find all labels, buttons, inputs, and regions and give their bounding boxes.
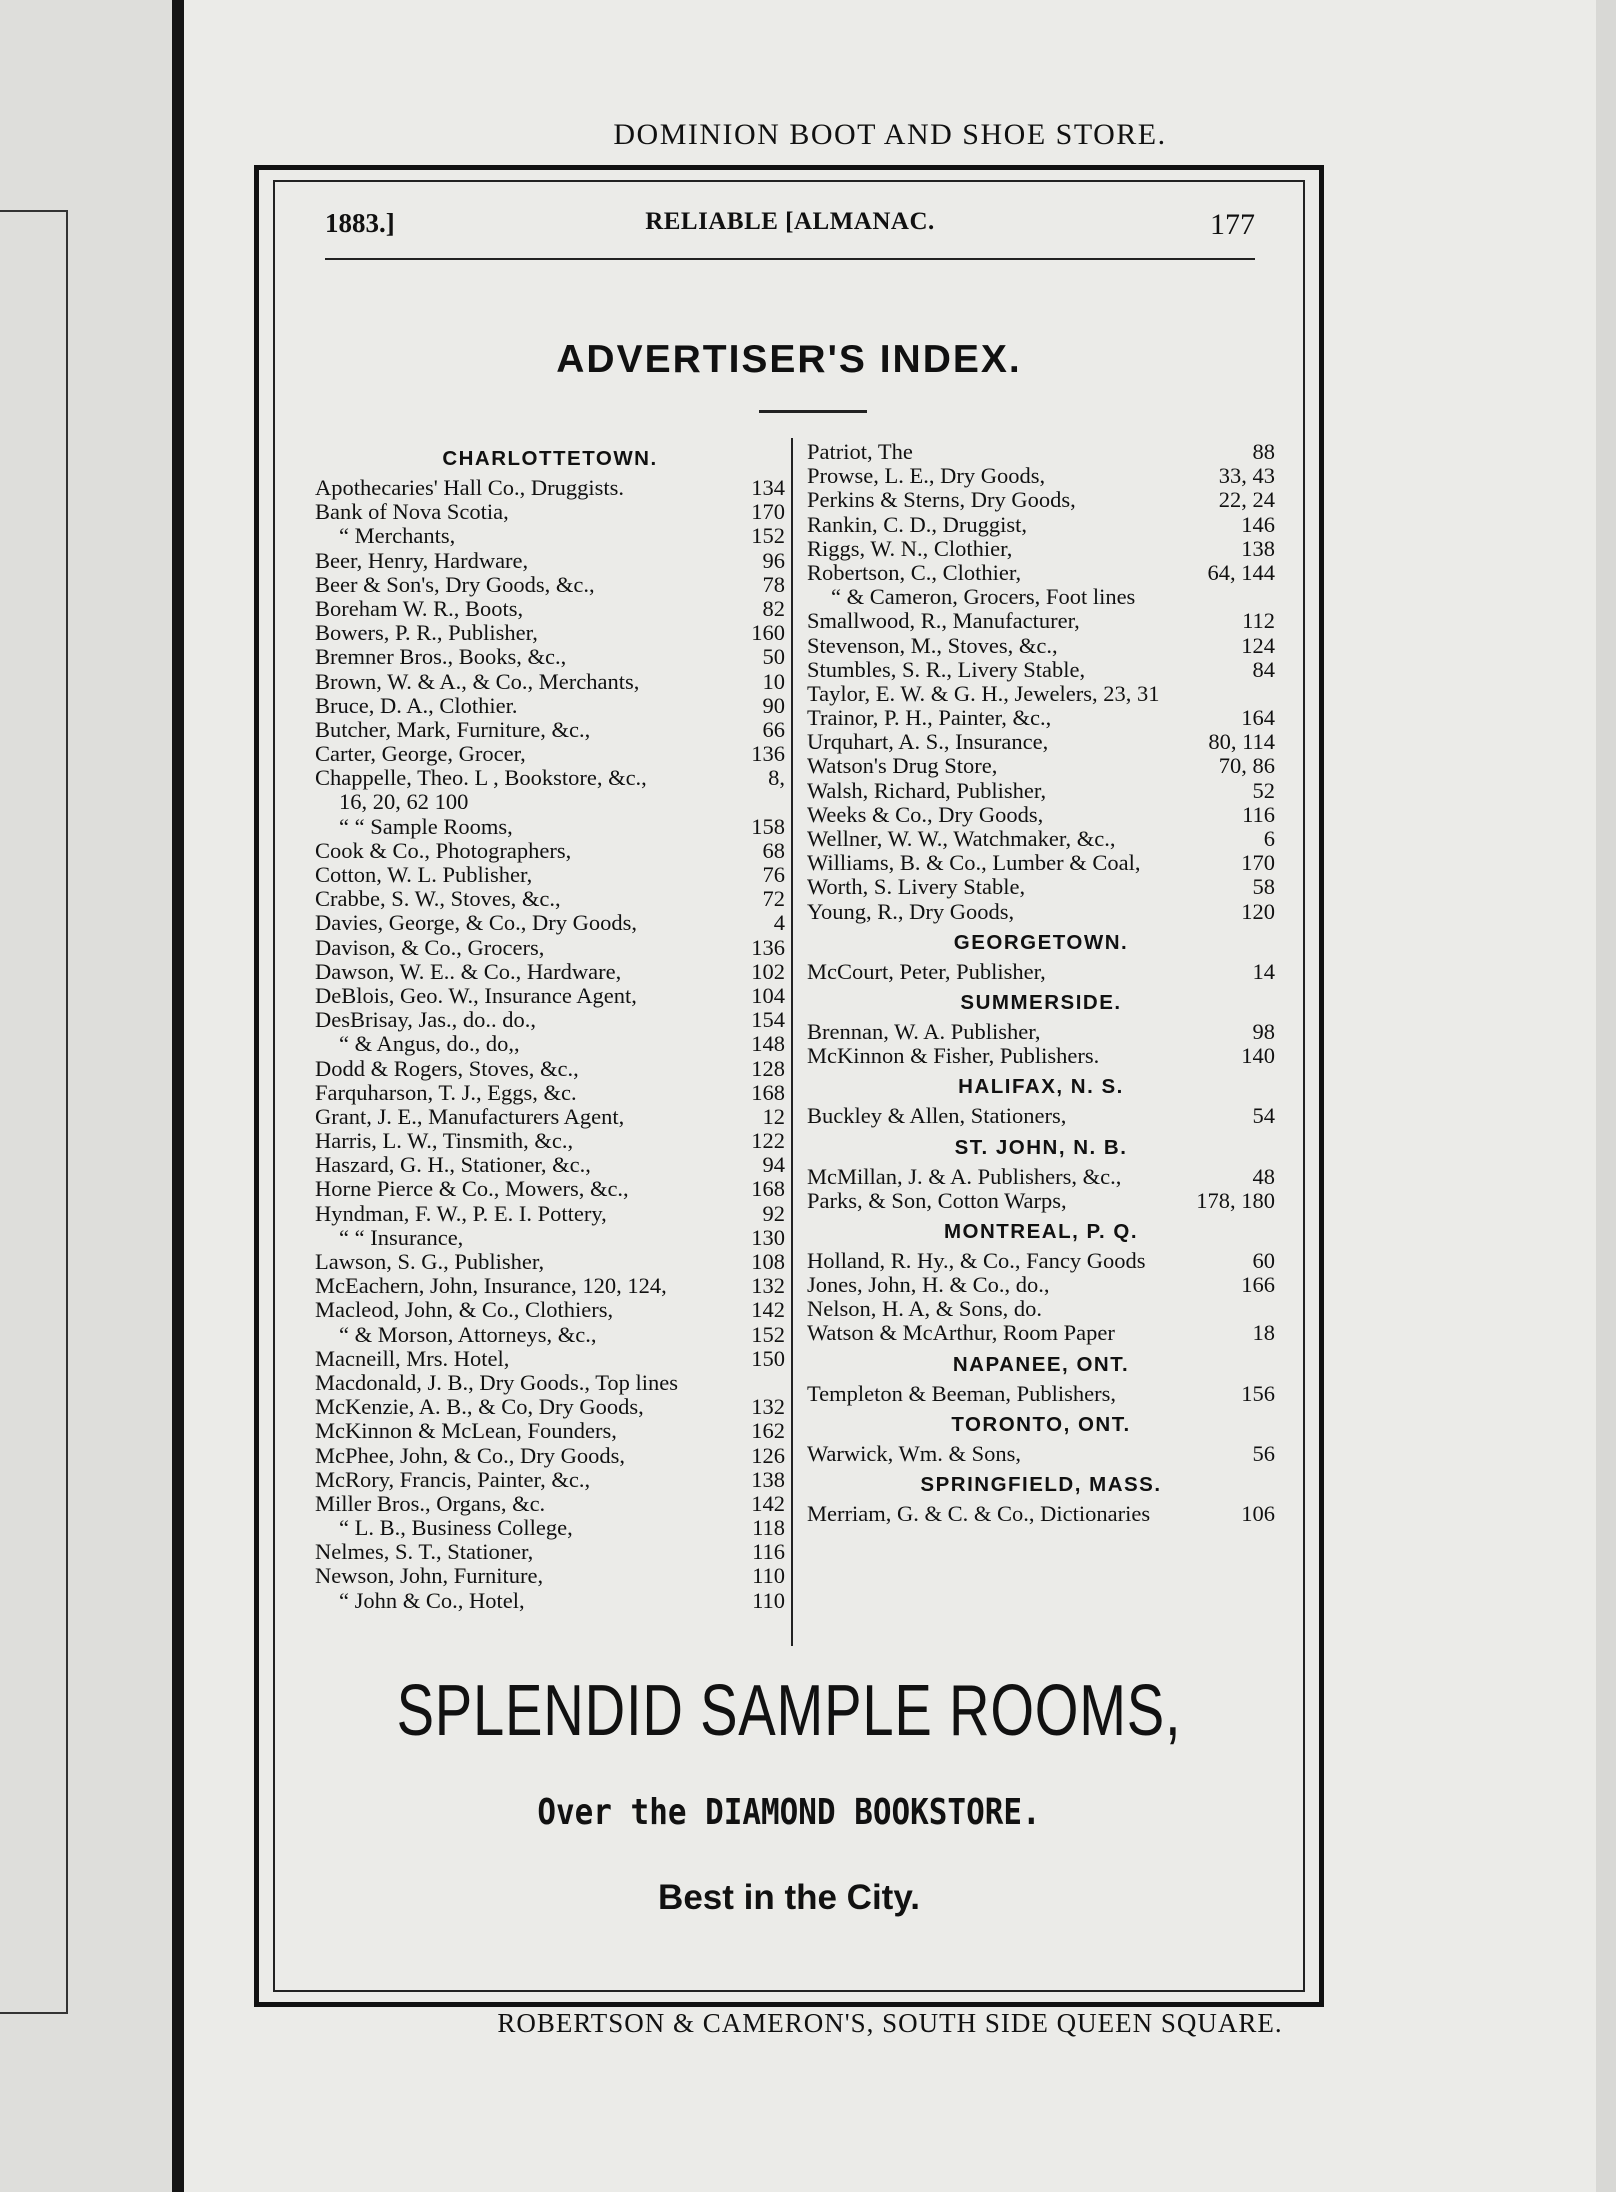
entry-name: Stevenson, M., Stoves, &c., (807, 632, 1058, 658)
entry-page: 10 (762, 668, 785, 694)
right-column (807, 440, 1275, 1526)
entry-name: “ & Morson, Attorneys, &c., (339, 1321, 597, 1347)
entry-name: Warwick, Wm. & Sons, (807, 1440, 1022, 1466)
index-entry (807, 585, 1275, 609)
ad-headline: SPLENDID SAMPLE ROOMS, (396, 1671, 1182, 1751)
entry-name: Brennan, W. A. Publisher, (807, 1018, 1041, 1044)
entry-name: Haszard, G. H., Stationer, &c., (315, 1152, 591, 1178)
index-entry (315, 1323, 785, 1347)
entry-page: 66 (762, 716, 785, 742)
index-entry (315, 500, 785, 524)
entry-page: 88 (1252, 439, 1275, 464)
index-entry (315, 984, 785, 1008)
index-entry (315, 790, 785, 814)
entry-name: Grant, J. E., Manufacturers Agent, (315, 1103, 625, 1129)
index-entry (315, 573, 785, 597)
index-entry (315, 549, 785, 573)
entry-name: Patriot, The (807, 439, 913, 464)
entry-name: “ “ Sample Rooms, (339, 813, 513, 839)
entry-page: 78 (762, 571, 785, 597)
entry-page: 166 (1241, 1272, 1275, 1298)
index-entry (807, 440, 1275, 464)
entry-page: 178, 180 (1196, 1187, 1275, 1213)
entry-name: McCourt, Peter, Publisher, (807, 958, 1046, 984)
entry-page: 110 (752, 1587, 785, 1613)
entry-page: 58 (1252, 874, 1275, 900)
index-entry (807, 1321, 1275, 1345)
entry-page: 132 (751, 1273, 785, 1299)
entry-name: Taylor, E. W. & G. H., Jewelers, 23, 31 (807, 680, 1160, 706)
entry-name: Williams, B. & Co., Lumber & Coal, (807, 850, 1141, 876)
entry-name: Parks, & Son, Cotton Warps, (807, 1187, 1067, 1213)
index-entry (807, 730, 1275, 754)
section-heading: SPRINGFIELD, MASS. (920, 1473, 1162, 1496)
entry-page: 158 (751, 813, 785, 839)
index-entry (315, 1274, 785, 1298)
entry-name: Horne Pierce & Co., Mowers, &c., (315, 1176, 629, 1202)
entry-name: Robertson, C., Clothier, (807, 559, 1022, 585)
section-heading: TORONTO, ONT. (951, 1412, 1131, 1436)
entry-name: Jones, John, H. & Co., do., (807, 1272, 1050, 1298)
index-entry (315, 670, 785, 694)
entry-name: Macneill, Mrs. Hotel, (315, 1345, 510, 1371)
index-entry (807, 803, 1275, 827)
section-heading: HALIFAX, N. S. (958, 1075, 1124, 1099)
entry-name: Stumbles, S. R., Livery Stable, (807, 656, 1086, 682)
entry-page: 142 (751, 1490, 785, 1516)
index-title: ADVERTISER'S INDEX. (556, 338, 1022, 381)
entry-page: 18 (1252, 1320, 1275, 1346)
entry-page: 33, 43 (1218, 463, 1275, 489)
entry-page: 98 (1252, 1018, 1275, 1044)
index-entry (807, 875, 1275, 899)
entry-name: Apothecaries' Hall Co., Druggists. (315, 475, 625, 500)
entry-name: Chappelle, Theo. L , Bookstore, &c., (315, 765, 647, 791)
index-entry (315, 1250, 785, 1274)
entry-name: Davison, & Co., Grocers, (315, 934, 545, 960)
index-entry (315, 1032, 785, 1056)
entry-page: 72 (762, 886, 785, 912)
section-heading: ST. JOHN, N. B. (954, 1135, 1128, 1159)
index-entry (315, 1298, 785, 1322)
index-entry (315, 1371, 785, 1395)
header-rule (325, 258, 1255, 260)
entry-name: “ Merchants, (339, 523, 456, 549)
entry-name: Perkins & Sterns, Dry Goods, (807, 487, 1076, 513)
index-entry (315, 815, 785, 839)
index-entry (315, 1202, 785, 1226)
entry-name: Holland, R. Hy., & Co., Fancy Goods (807, 1247, 1146, 1273)
index-entry (315, 766, 785, 790)
entry-page: 50 (762, 644, 785, 670)
entry-name: McKenzie, A. B., & Co, Dry Goods, (315, 1394, 644, 1420)
entry-page: 168 (751, 1176, 785, 1202)
entry-page: 140 (1241, 1043, 1275, 1069)
column-divider (791, 438, 793, 1646)
entry-name: Templeton & Beeman, Publishers, (807, 1380, 1117, 1406)
entry-page: 164 (1241, 705, 1275, 731)
index-entry (807, 754, 1275, 778)
entry-name: Urquhart, A. S., Insurance, (807, 729, 1049, 755)
index-entry (807, 900, 1275, 924)
index-entry (807, 1273, 1275, 1297)
index-entry (807, 1189, 1275, 1213)
entry-name: Dawson, W. E.. & Co., Hardware, (315, 958, 622, 984)
entry-name: Rankin, C. D., Druggist, (807, 511, 1028, 537)
entry-page: 56 (1252, 1440, 1275, 1466)
entry-name: Watson & McArthur, Room Paper (807, 1320, 1115, 1346)
entry-name: Wellner, W. W., Watchmaker, &c., (807, 826, 1116, 851)
entry-page: 48 (1252, 1163, 1275, 1189)
index-entry (315, 1226, 785, 1250)
entry-page: 116 (1242, 801, 1275, 827)
entry-name: Nelmes, S. T., Stationer, (315, 1539, 534, 1565)
entry-page: 122 (751, 1128, 785, 1154)
index-entry (807, 1297, 1275, 1321)
index-entry (315, 1468, 785, 1492)
entry-name: Bruce, D. A., Clothier. (315, 692, 518, 718)
entry-name: Bank of Nova Scotia, (315, 499, 509, 525)
entry-page: 134 (751, 475, 785, 500)
entry-name: Hyndman, F. W., P. E. I. Pottery, (315, 1200, 607, 1226)
entry-page: 90 (762, 692, 785, 718)
entry-page: 84 (1252, 656, 1275, 682)
index-entry (807, 513, 1275, 537)
entry-page: 152 (751, 1321, 785, 1347)
index-entry (807, 464, 1275, 488)
index-entry (807, 827, 1275, 851)
index-entry (315, 863, 785, 887)
entry-page: 170 (1241, 850, 1275, 876)
entry-name: Bowers, P. R., Publisher, (315, 620, 538, 646)
entry-name: “ & Angus, do., do,, (339, 1031, 520, 1057)
index-entry (807, 1104, 1275, 1128)
entry-name: DeBlois, Geo. W., Insurance Agent, (315, 982, 637, 1008)
entry-page: 102 (751, 958, 785, 984)
entry-page: 94 (762, 1152, 785, 1178)
index-entry (315, 621, 785, 645)
entry-name: Watson's Drug Store, (807, 753, 998, 779)
entry-name: Riggs, W. N., Clothier, (807, 535, 1013, 561)
section-heading: CHARLOTTETOWN. (442, 447, 658, 470)
entry-page: 82 (762, 595, 785, 621)
entry-page: 136 (751, 934, 785, 960)
index-entry (315, 1564, 785, 1588)
entry-name: Farquharson, T. J., Eggs, &c. (315, 1079, 577, 1105)
entry-name: Worth, S. Livery Stable, (807, 874, 1026, 900)
entry-name: McEachern, John, Insurance, 120, 124, (315, 1273, 667, 1299)
index-entry (315, 1492, 785, 1516)
entry-page: 96 (762, 547, 785, 573)
index-entry (315, 1347, 785, 1371)
entry-page: 4 (773, 910, 785, 936)
entry-name: McMillan, J. & A. Publishers, &c., (807, 1163, 1122, 1189)
index-entry (807, 488, 1275, 512)
entry-name: Harris, L. W., Tinsmith, &c., (315, 1128, 574, 1154)
index-entry (807, 1442, 1275, 1466)
index-entry (807, 779, 1275, 803)
entry-page: 22, 24 (1218, 487, 1275, 513)
entry-page: 116 (752, 1539, 785, 1565)
index-entry (315, 1008, 785, 1032)
entry-name: Beer, Henry, Hardware, (315, 547, 529, 573)
entry-name: Weeks & Co., Dry Goods, (807, 801, 1044, 827)
page-header (325, 208, 1255, 248)
entry-name: Miller Bros., Organs, &c. (315, 1490, 546, 1516)
entry-page: 68 (762, 837, 785, 863)
header-year: 1883.] (325, 208, 395, 238)
entry-name: Bremner Bros., Books, &c., (315, 644, 567, 670)
almanac-page (184, 0, 1596, 2192)
index-entry (315, 1516, 785, 1540)
entry-name: Boreham W. R., Boots, (315, 595, 524, 621)
entry-page: 14 (1252, 958, 1275, 984)
entry-page: 106 (1241, 1501, 1275, 1526)
index-entry (315, 1057, 785, 1081)
section-heading: NAPANEE, ONT. (952, 1352, 1130, 1376)
entry-name: DesBrisay, Jas., do.. do., (315, 1007, 537, 1033)
index-entry (315, 936, 785, 960)
entry-page: 168 (751, 1079, 785, 1105)
ad-subline: Over the DIAMOND BOOKSTORE. (537, 1792, 1041, 1833)
entry-page: 76 (762, 862, 785, 887)
index-entry (315, 645, 785, 669)
entry-name: McRory, Francis, Painter, &c., (315, 1466, 591, 1492)
entry-page: 12 (762, 1103, 785, 1129)
index-entry (807, 1502, 1275, 1526)
index-entry (315, 1419, 785, 1443)
index-entry (315, 1444, 785, 1468)
running-head: DOMINION BOOT AND SHOE STORE. (613, 118, 1167, 151)
left-column (315, 440, 785, 1613)
index-entry (807, 561, 1275, 585)
index-entry (315, 911, 785, 935)
index-entry (807, 1382, 1275, 1406)
entry-name: McKinnon & Fisher, Publishers. (807, 1043, 1100, 1069)
entry-page: 64, 144 (1207, 559, 1275, 585)
entry-page: 124 (1241, 632, 1275, 658)
entry-name: Newson, John, Furniture, (315, 1563, 544, 1589)
index-entry (807, 1249, 1275, 1273)
entry-page: 148 (751, 1031, 785, 1057)
title-rule (759, 410, 867, 413)
entry-page: 126 (751, 1442, 785, 1468)
section-heading: MONTREAL, P. Q. (943, 1219, 1139, 1243)
entry-name: Cook & Co., Photographers, (315, 837, 572, 863)
entry-page: 156 (1241, 1380, 1275, 1406)
index-entry (807, 1044, 1275, 1068)
entry-name: “ John & Co., Hotel, (339, 1587, 525, 1613)
entry-page: 128 (751, 1055, 785, 1081)
adjacent-page-right (1594, 0, 1616, 2192)
index-entry (315, 1589, 785, 1613)
entry-name: Walsh, Richard, Publisher, (807, 777, 1047, 803)
ad-tagline: Best in the City. (658, 1878, 920, 1917)
entry-name: Butcher, Mark, Furniture, &c., (315, 716, 591, 742)
index-entry (315, 887, 785, 911)
entry-page: 130 (751, 1224, 785, 1250)
entry-name: Prowse, L. E., Dry Goods, (807, 463, 1046, 489)
entry-name: Davies, George, & Co., Dry Goods, (315, 910, 638, 936)
entry-name: Trainor, P. H., Painter, &c., (807, 705, 1052, 731)
entry-name: Dodd & Rogers, Stoves, &c., (315, 1055, 579, 1081)
entry-name: “ L. B., Business College, (339, 1515, 573, 1541)
header-title: RELIABLE [ALMANAC. (645, 208, 935, 235)
index-entry (315, 742, 785, 766)
index-entry (315, 694, 785, 718)
entry-page: 136 (751, 741, 785, 767)
entry-name: Cotton, W. L. Publisher, (315, 862, 533, 887)
entry-page: 104 (751, 982, 785, 1008)
entry-name: Buckley & Allen, Stationers, (807, 1103, 1067, 1129)
entry-name: Nelson, H. A, & Sons, do. (807, 1296, 1043, 1322)
index-entry (807, 658, 1275, 682)
index-entry (315, 597, 785, 621)
index-entry (315, 960, 785, 984)
page-frame (254, 165, 1324, 2007)
entry-page: 8, (768, 765, 785, 791)
index-entry (807, 682, 1275, 706)
entry-page: 60 (1252, 1247, 1275, 1273)
index-entry (807, 1020, 1275, 1044)
section-heading: GEORGETOWN. (953, 930, 1129, 954)
adjacent-page-left (0, 0, 172, 2192)
index-entry (807, 851, 1275, 875)
entry-name: Macleod, John, & Co., Clothiers, (315, 1297, 614, 1323)
index-entry (315, 1129, 785, 1153)
entry-page: 120 (1241, 898, 1275, 924)
adjacent-page-border (0, 210, 68, 2014)
entry-page: 92 (762, 1200, 785, 1226)
entry-name: “ & Cameron, Grocers, Foot lines (831, 584, 1136, 610)
entry-page: 154 (751, 1007, 785, 1033)
index-entry (807, 960, 1275, 984)
index-entry (807, 634, 1275, 658)
entry-page: 146 (1241, 511, 1275, 537)
index-entry (315, 1081, 785, 1105)
entry-name: Carter, George, Grocer, (315, 741, 526, 767)
index-entry (807, 706, 1275, 730)
book-gutter (172, 0, 184, 2192)
entry-name: Smallwood, R., Manufacturer, (807, 608, 1080, 634)
entry-page: 54 (1252, 1103, 1275, 1129)
index-entry (807, 609, 1275, 633)
index-entry (315, 718, 785, 742)
entry-page: 138 (751, 1466, 785, 1492)
index-entry (315, 1153, 785, 1177)
entry-name: 16, 20, 62 100 (339, 789, 469, 815)
index-entry (315, 524, 785, 548)
entry-page: 6 (1263, 826, 1275, 851)
index-entry (807, 537, 1275, 561)
entry-name: Young, R., Dry Goods, (807, 898, 1015, 924)
page-footer: ROBERTSON & CAMERON'S, SOUTH SIDE QUEEN SQUARE. (497, 2008, 1283, 2038)
entry-page: 138 (1241, 535, 1275, 561)
entry-page: 150 (751, 1345, 785, 1371)
entry-name: McPhee, John, & Co., Dry Goods, (315, 1442, 625, 1468)
entry-name: McKinnon & McLean, Founders, (315, 1418, 617, 1444)
index-entry (315, 1177, 785, 1201)
page-number: 177 (1210, 208, 1255, 241)
entry-name: Lawson, S. G., Publisher, (315, 1249, 545, 1274)
index-entry (315, 1540, 785, 1564)
entry-name: Crabbe, S. W., Stoves, &c., (315, 886, 561, 912)
entry-page: 70, 86 (1218, 753, 1275, 779)
entry-page: 108 (751, 1249, 785, 1274)
entry-name: Merriam, G. & C. & Co., Dictionaries (807, 1501, 1151, 1526)
entry-page: 160 (751, 620, 785, 646)
section-heading: SUMMERSIDE. (960, 990, 1122, 1014)
entry-page: 142 (751, 1297, 785, 1323)
entry-page: 162 (751, 1418, 785, 1444)
index-entry (807, 1165, 1275, 1189)
entry-page: 118 (752, 1515, 785, 1541)
entry-page: 80, 114 (1208, 729, 1275, 755)
entry-page: 52 (1252, 777, 1275, 803)
index-entry (315, 1395, 785, 1419)
entry-page: 152 (751, 523, 785, 549)
entry-page: 112 (1242, 608, 1275, 634)
entry-page: 170 (751, 499, 785, 525)
entry-name: Brown, W. & A., & Co., Merchants, (315, 668, 640, 694)
entry-name: Beer & Son's, Dry Goods, &c., (315, 571, 595, 597)
entry-page: 132 (751, 1394, 785, 1420)
index-entry (315, 1105, 785, 1129)
index-entry (315, 839, 785, 863)
index-entry (315, 476, 785, 500)
entry-name: Macdonald, J. B., Dry Goods., Top lines (315, 1369, 678, 1395)
entry-page: 110 (752, 1563, 785, 1589)
entry-name: “ “ Insurance, (339, 1224, 464, 1250)
